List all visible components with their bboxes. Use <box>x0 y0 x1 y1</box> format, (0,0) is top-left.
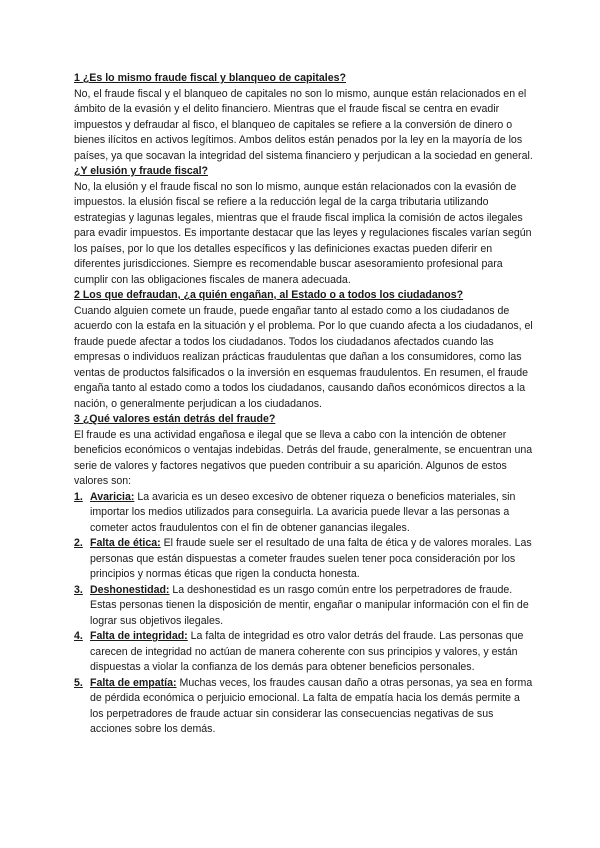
list-item <box>74 676 534 738</box>
list-item <box>74 583 534 630</box>
list-item <box>74 629 534 676</box>
list-item <box>74 536 534 583</box>
section-2-body: Cuando alguien comete un fraude, puede engañar tanto al estado como a los ciudadanos de acuerdo con la estafa en la situación y el problema. Por lo que cuando afecta a los ciudadanos, el fraude puede afectar a todos los ciudadanos. Todos los ciudadanos afectados cuando las empresas o individuos realizan prácticas fraudulentas que dañan a los consumidores, como las ventas de productos falsificados o la inversión en esquemas fraudulentos. En resumen, el fraude engaña tanto al estado como a todos los ciudadanos, causando daños económicos directos a la nación, o generalmente perjudican a los ciudadanos. <box>74 304 533 410</box>
section-elusion-body: No, la elusión y el fraude fiscal no son lo mismo, aunque están relacionados con la evasión de impuestos. la elusión fiscal se refiere a la reducción legal de la carga tributaria utilizando estrategias y lagunas legales, mientras que el fraude fiscal implica la comisión de actos ilegales para evadir impuestos. Es importante destacar que las leyes y regulaciones fiscales varían según los países, por lo que los detalles específicos y las definiciones exactas pueden diferir en diferentes jurisdicciones. Siempre es recomendable buscar asesoramiento profesional para cumplir con las obligaciones fiscales de manera adecuada. <box>74 180 532 286</box>
list-item-term: Falta de ética: <box>90 537 161 549</box>
section-1-heading: 1 ¿Es lo mismo fraude fiscal y blanqueo de capitales? <box>74 72 346 84</box>
section-1-body: No, el fraude fiscal y el blanqueo de capitales no son lo mismo, aunque están relacionados en el ámbito de la evasión y el delito financiero. Mientras que el fraude fiscal se centra en evadir impuestos y defraudar al fisco, el blanqueo de capitales se refiere a la conversión de dinero o bienes ilícitos en activos legítimos. Ambos delitos están penados por la ley en la mayoría de los países, ya que socavan la integridad del sistema financiero y perjudican a la sociedad en general. <box>74 87 533 162</box>
list-item-term: Falta de empatía: <box>90 676 177 689</box>
section-3-body: El fraude es una actividad engañosa e ilegal que se lleva a cabo con la intención de obtener beneficios económicos o ventajas indebidas. Detrás del fraude, generalmente, se encuentran una serie de valores y factores negativos que pueden contribuir a su aparición. Algunos de estos valores son: <box>74 428 533 487</box>
list-item-number: 5. <box>74 676 83 689</box>
list-item-text: La falta de integridad es otro valor detrás del fraude. Las personas que carecen de integridad no actúan de manera coherente con sus principios y valores, y están dispuestas a violar la confianza de los demás para obtener beneficios personales. <box>90 630 524 673</box>
section-3-heading: 3 ¿Qué valores están detrás del fraude? <box>74 413 276 425</box>
list-item-text: El fraude suele ser el resultado de una falta de ética y de valores morales. Las personas que están dispuestas a cometer fraudes suelen tener poca consideración por los principios y normas éticas que rigen la conducta honesta. <box>90 537 532 580</box>
list-item-number: 1. <box>74 490 83 503</box>
list-item <box>74 490 534 537</box>
list-item-term: Avaricia: <box>90 490 135 503</box>
section-elusion-heading: ¿Y elusión y fraude fiscal? <box>74 165 209 177</box>
list-item-text: La avaricia es un deseo excesivo de obtener riqueza o beneficios materiales, sin importar los medios utilizados para conseguirla. La avaricia puede llevar a las personas a cometer actos fraudulentos con el fin de obtener ganancias ilegales. <box>90 490 516 534</box>
list-item-text: La deshonestidad es un rasgo común entre los perpetradores de fraude. Estas personas tienen la disposición de mentir, engañar o manipular información con el fin de lograr sus objetivos ilegales. <box>90 583 529 627</box>
list-item-text: Muchas veces, los fraudes causan daño a otras personas, ya sea en forma de pérdida económica o perjuicio emocional. La falta de empatía hacia los demás permite a los perpetradores de fraude actuar sin considerar las consecuencias negativas de sus acciones sobre los demás. <box>90 676 533 735</box>
list-item-number: 2. <box>74 537 83 549</box>
section-2-heading: 2 Los que defraudan, ¿a quién engañan, al Estado o a todos los ciudadanos? <box>74 289 464 301</box>
list-item-term: Falta de integridad: <box>90 630 188 642</box>
document-page <box>74 71 534 738</box>
values-list <box>74 490 534 738</box>
list-item-term: Deshonestidad: <box>90 583 170 596</box>
list-item-number: 4. <box>74 630 83 642</box>
list-item-number: 3. <box>74 583 83 596</box>
